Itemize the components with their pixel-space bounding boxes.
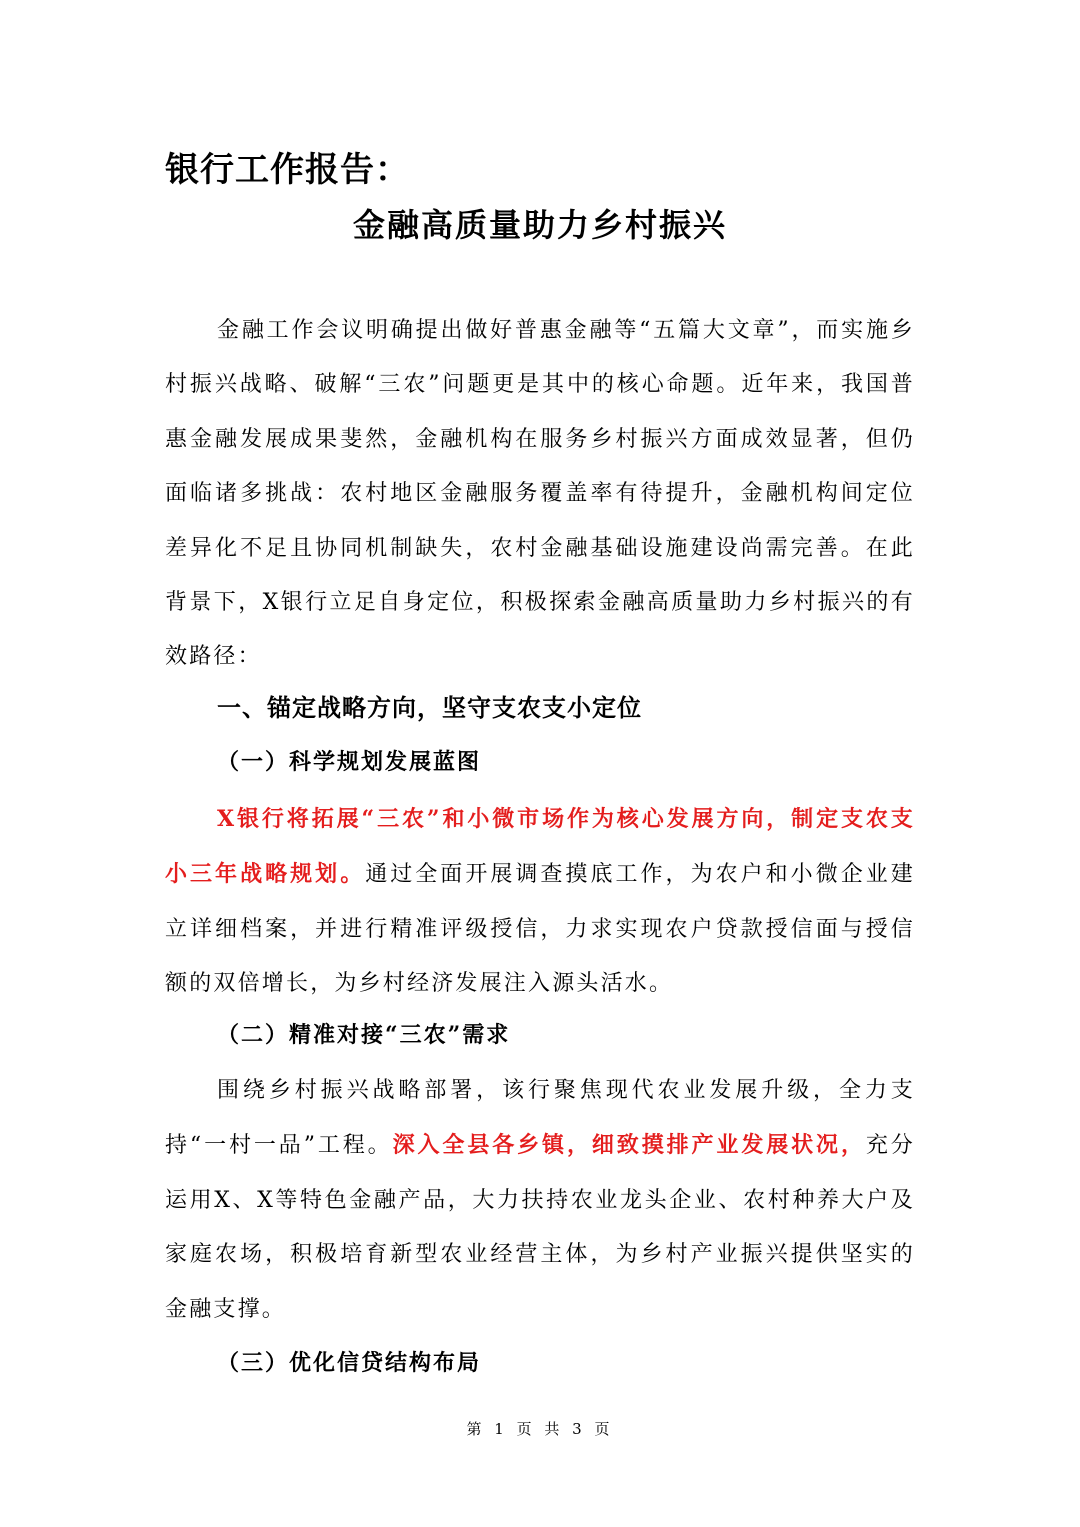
subsection-2-highlight: 深入全县各乡镇，细致摸排产业发展状况，: [392, 1132, 866, 1159]
subsection-2-heading: （二）精准对接“三农”需求: [217, 1022, 511, 1048]
subsection-1-heading: （一）科学规划发展蓝图: [217, 749, 482, 775]
page-footer: 第 1 页 共 3 页: [466, 1420, 614, 1438]
subsection-1-paragraph: [165, 792, 915, 1012]
subsection-2-text-before: 围绕乡村振兴战略部署，该行聚焦现代农业发展升级，全力支持“一村一品”工程。: [165, 1078, 915, 1159]
intro-paragraph: 金融工作会议明确提出做好普惠金融等“五篇大文章”，而实施乡村振兴战略、破解“三农”问题更是其中的核心命题。近年来，我国普惠金融发展成果斐然，金融机构在服务乡村振兴方面成效显著，但仍面临诸多挑战：农村地区金融服务覆盖率有待提升，金融机构间定位差异化不足且协同机制缺失，农村金融基础设施建设尚需完善。在此背景下，X银行立足自身定位，积极探索金融高质量助力乡村振兴的有效路径：: [165, 318, 915, 670]
subsection-1-highlight: X银行将拓展“三农”和小微市场作为核心发展方向，制定支农支小三年战略规划。: [165, 806, 915, 888]
document-title: 银行工作报告：: [165, 150, 410, 190]
subsection-2-paragraph: [165, 1064, 915, 1337]
section-1-heading: 一、锚定战略方向，坚守支农支小定位: [217, 694, 642, 722]
subsection-2-text-after: 充分运用X、X等特色金融产品，大力扶持农业龙头企业、农村种养大户及家庭农场，积极培育新型农业经营主体，为乡村产业振兴提供坚实的金融支撑。: [165, 1133, 915, 1322]
subsection-3-heading: （三）优化信贷结构布局: [217, 1350, 482, 1376]
document-subtitle: 金融高质量助力乡村振兴: [352, 206, 727, 244]
subsection-1-text: 通过全面开展调查摸底工作，为农户和小微企业建立详细档案，并进行精准评级授信，力求实现农户贷款授信面与授信额的双倍增长，为乡村经济发展注入源头活水。: [165, 862, 915, 997]
